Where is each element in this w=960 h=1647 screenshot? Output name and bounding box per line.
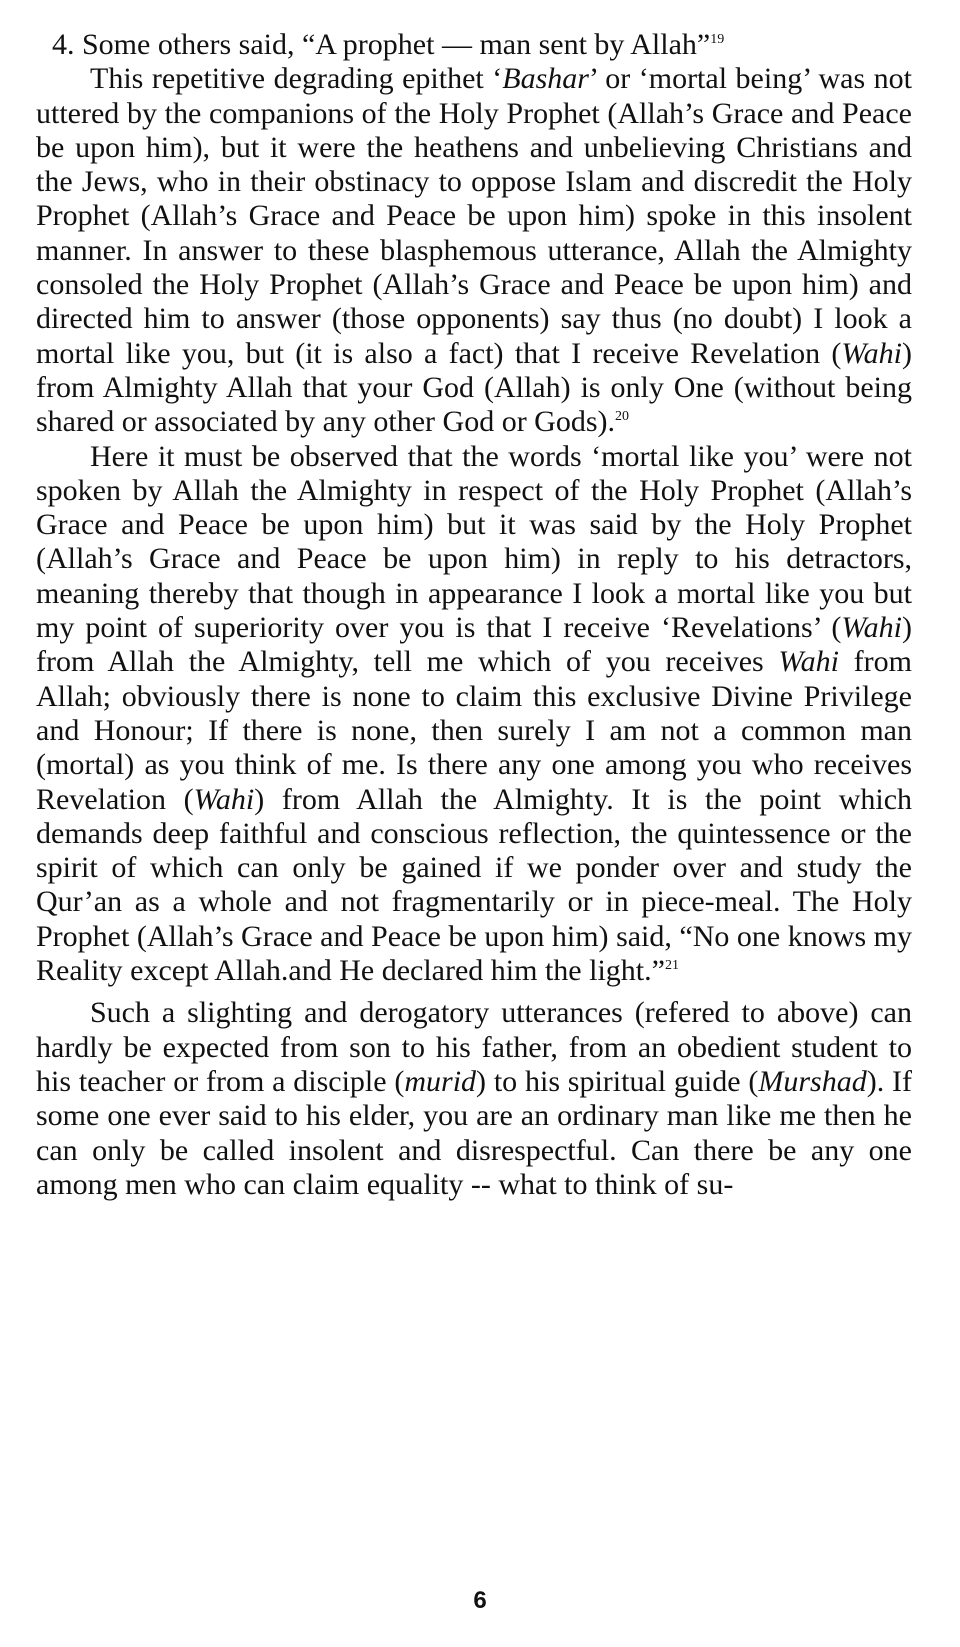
italic-term: Wahi: [778, 645, 839, 679]
italic-term: Wahi: [841, 336, 902, 370]
italic-term: murid: [404, 1064, 477, 1098]
item-number: 4.: [52, 28, 75, 61]
footnote-ref: 21: [664, 958, 679, 974]
italic-term: Bashar: [502, 62, 589, 96]
text-run: ). If some one ever said to his elder, you are an ordinary man like me then he can only be called insolent and disrespectful. Can there be any one among men who can claim equality -- what to think of su-: [36, 1064, 912, 1201]
paragraph-mortal-like-you: [36, 440, 912, 989]
text-run: This repetitive degrading epithet ‘: [90, 62, 503, 96]
text-run: from Allah; obviously there is none to claim this exclusive Divine Privilege and Honour; If there is none, then surely I am not a common man (mortal) as you think of me. Is there any one among you who receives Revelation (: [36, 645, 912, 816]
italic-term: Wahi: [193, 782, 255, 816]
list-item-4: [36, 28, 912, 62]
paragraph-gap: [36, 988, 912, 996]
text-run: ) from Almighty Allah that your God (Allah) is only One (without being shared or associated by any other God or Gods).: [36, 336, 912, 439]
page-body: [36, 28, 912, 1202]
text-run: ) from Allah the Almighty. It is the point which demands deep faithful and conscious reflection, the quintessence or the spirit of which can only be gained if we ponder over and study the Qur’an as a whole and not fragmentarily or in piece-meal. The Holy Prophet (Allah’s Grace and Peace be upon him) said, “No one knows my Reality except Allah.and He declared him the light.”: [36, 782, 913, 988]
page-number: 6: [473, 1587, 487, 1614]
item-text: Some others said, “A prophet — man sent by Allah”: [82, 28, 711, 61]
paragraph-bashar: [36, 62, 912, 439]
text-run: ) from Allah the Almighty, tell me which of you receives: [36, 611, 912, 679]
italic-term: Wahi: [841, 611, 902, 645]
text-run: Here it must be observed that the words ‘mortal like you’ were not spoken by Allah the Almighty in respect of the Holy Prophet (Allah’s Grace and Peace be upon him) but it was said by the Holy Prophet (Allah’s Grace and Peace be upon him) in reply to his detractors, meaning thereby that though in appearance I look a mortal like you but my point of superiority over you is that I receive ‘Revelations’ (: [36, 439, 912, 645]
footnote-ref: 19: [710, 32, 725, 47]
paragraph-slighting-utterances: [36, 996, 912, 1202]
text-run: ’ or ‘mortal being’ was not uttered by the companions of the Holy Prophet (Allah’s Grace and Peace be upon him), but it were the heathens and unbelieving Christians and the Jews, who in their obstinacy to oppose Islam and discredit the Holy Prophet (Allah’s Grace and Peace be upon him) spoke in this insolent manner. In answer to these blasphemous utterance, Allah the Almighty consoled the Holy Prophet (Allah’s Grace and Peace be upon him) and directed him to answer (those opponents) say thus (no doubt) I look a mortal like you, but (it is also a fact) that I receive Revelation (: [36, 62, 912, 370]
italic-term: Murshad: [758, 1064, 867, 1098]
footnote-ref: 20: [615, 409, 630, 425]
text-run: ) to his spiritual guide (: [476, 1064, 759, 1098]
text-run: Such a slighting and derogatory utterances (refered to above) can hardly be expected from son to his father, from an obedient student to his teacher or from a disciple (: [36, 996, 912, 1098]
